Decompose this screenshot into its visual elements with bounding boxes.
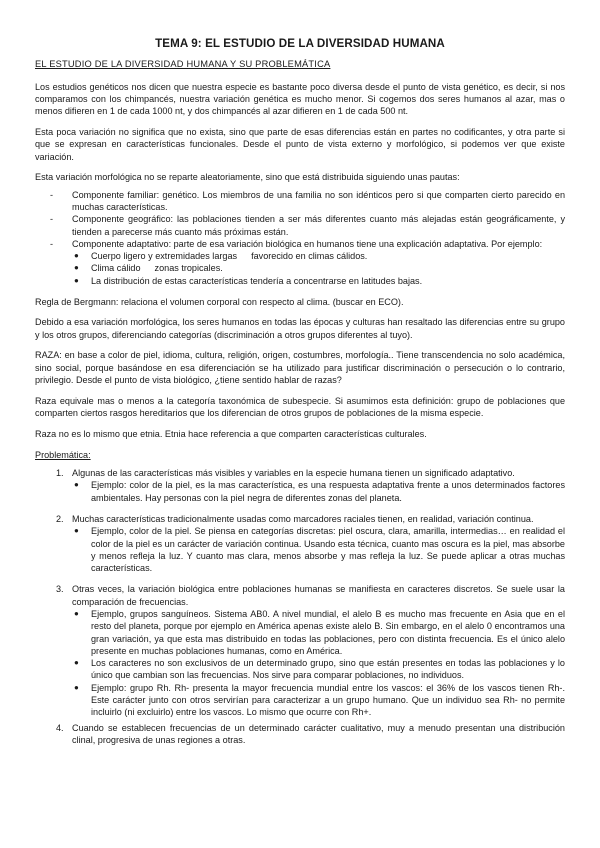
paragraph-bergmann: Regla de Bergmann: relaciona el volumen corporal con respecto al clima. (buscar en ECO). xyxy=(35,296,404,307)
paragraph-subspecies: Raza equivale mas o menos a la categoría taxonómica de subespecie. Si asumimos esta definición: grupo de poblaciones que comparten ciertos rasgos hereditarios que los diferencian de otros grupos de poblaciones de la misma especie. xyxy=(35,395,565,419)
problem-bullets xyxy=(72,525,565,574)
paragraph-patterns: Esta variación morfológica no se reparte aleatoriamente, sino que está distribuida siguiendo unas pautas: xyxy=(35,172,460,183)
problem-bullets xyxy=(72,608,565,719)
document-page xyxy=(35,38,565,746)
example-text: favorecido en climas cálidos. xyxy=(251,251,368,262)
example-text: Clima cálido xyxy=(91,263,141,274)
list-item-text: Componente adaptativo: parte de esa variación biológica en humanos tiene una explicación adaptativa. Por ejemplo: xyxy=(72,238,543,249)
list-item: - Componente geográfico: las poblaciones tienden a ser más diferentes cuanto más alejadas están geográficamente, y tienden a parecerse más cuanto más próximas están. xyxy=(35,213,565,238)
example-text: Cuerpo ligero y extremidades largas xyxy=(91,251,238,262)
components-list xyxy=(35,189,565,287)
example-text: zonas tropicales. xyxy=(154,263,223,274)
list-item: ● Los caracteres no son exclusivos de un determinado grupo, sino que están presentes en todas las poblaciones y lo único que cambian son las frecuencias. Nos sirve para comparar poblaciones, no individuos. xyxy=(72,657,565,682)
paragraph-variation: Esta poca variación no significa que no exista, sino que parte de esas diferencias están en partes no codificantes, y otra parte si que se expresan en características funcionales. Desde el punto de vista externo y morfológico, si podemos ver que existe variación. xyxy=(35,126,565,162)
paragraph-categories: Debido a esa variación morfológica, los seres humanos en todas las épocas y culturas han resaltado las diferencias entre su grupo y los otros grupos, diferenciando categorías (discriminación a otros grupos diferentes al tuyo). xyxy=(35,317,565,340)
list-item: ● Ejemplo: grupo Rh. Rh- presenta la mayor frecuencia mundial entre los vascos: el 36% de los vascos tienen Rh-. Este carácter junto con otros servirían para caracterizar a un grupo humano. Que un individuo sea Rh- no permite incluirlo (ni excluirlo) entre los vascos. Lo mismo que ocurre con Rh+. xyxy=(72,682,565,719)
problem-item xyxy=(35,583,565,718)
problems-list xyxy=(35,467,565,746)
list-item xyxy=(35,238,565,287)
problem-heading: Problemática: xyxy=(35,449,91,460)
paragraph-etnia: Raza no es lo mismo que etnia. Etnia hace referencia a que comparten características culturales. xyxy=(35,428,427,439)
list-item: ● Ejemplo, color de la piel. Se piensa en categorías discretas: piel oscura, clara, amarilla, intermedias… en realidad el color de la piel es un carácter de variación continua. Usando esta técnica, cuanto mas oscura es la piel, mas absorbe y menos refleja la luz. Y cuanto mas clara, menos absorbe y mas refleja la luz. Se puede aplicar a otras muchas características. xyxy=(72,525,565,574)
problem-number: 2. xyxy=(56,513,64,524)
list-item: ● La distribución de estas características tendería a concentrarse en latitudes bajas. xyxy=(72,275,565,287)
problem-item xyxy=(35,467,565,504)
section-subtitle: EL ESTUDIO DE LA DIVERSIDAD HUMANA Y SU PROBLEMÁTICA xyxy=(35,59,331,70)
problem-number: 4. xyxy=(56,722,64,733)
problem-bullets xyxy=(72,479,565,504)
list-item: ● Ejemplo, grupos sanguíneos. Sistema AB0. A nivel mundial, el alelo B es mucho mas frecuente en Asia que en el resto del planeta, porque por ejemplo en América apenas existe alelo B. Sin embargo, en el alelo 0 encontramos una gran variación, ya que esta mas distribuido en todas las poblaciones, pero con distinta frecuencia. Es el único alelo presente en muchas poblaciones humanas, como en América. xyxy=(72,608,565,657)
problem-number: 3. xyxy=(56,584,64,595)
adaptive-examples xyxy=(72,250,565,287)
problem-item xyxy=(35,513,565,574)
problem-number: 1. xyxy=(56,468,64,479)
paragraph-genetic-studies: Los estudios genéticos nos dicen que nuestra especie es bastante poco diversa desde el punto de vista genético, es decir, si nos comparamos con los chimpancés, nuestra variación genética es mucho menor. Si cogemos dos seres humanos al azar, mas o menos difieren en 1 de cada 1000 nt, y dos chimpancés al azar difieren en 1 de cada 500 nt. xyxy=(35,81,565,117)
list-item xyxy=(72,250,565,262)
problem-text: Cuando se establecen frecuencias de un determinado carácter cualitativo, muy a menudo presentan una distribución clinal, progresiva de unas regiones a otras. xyxy=(72,722,565,745)
list-item: - Componente familiar: genético. Los miembros de una familia no son idénticos pero si que comparten cierto parecido en muchas características. xyxy=(35,189,565,214)
document-title: TEMA 9: EL ESTUDIO DE LA DIVERSIDAD HUMANA xyxy=(155,37,445,50)
problem-text: Otras veces, la variación biológica entre poblaciones humanas se manifiesta en caracteres discretos. Se suele usar la comparación de frecuencias. xyxy=(72,584,565,607)
paragraph-raza: RAZA: en base a color de piel, idioma, cultura, religión, origen, costumbres, morfología.. Tiene transcendencia no solo académica, sino social, porque basándose en esa diferenciación se ha utilizado para justificar discriminación o persecución o lo contrario, privilegio. Desde el punto de vista biológico, ¿tiene sentido hablar de razas? xyxy=(35,350,565,386)
problem-text: Muchas características tradicionalmente usadas como marcadores raciales tienen, en realidad, variación continua. xyxy=(72,513,534,524)
list-item: ● Ejemplo: color de la piel, es la mas característica, es una respuesta adaptativa frente a unos determinados factores ambientales. Hay personas con la piel negra de diferentes zonas del planeta. xyxy=(72,479,565,504)
problem-item xyxy=(35,722,565,747)
problem-text: Algunas de las características más visibles y variables en la especie humana tienen un significado adaptativo. xyxy=(72,468,515,479)
list-item xyxy=(72,262,565,274)
